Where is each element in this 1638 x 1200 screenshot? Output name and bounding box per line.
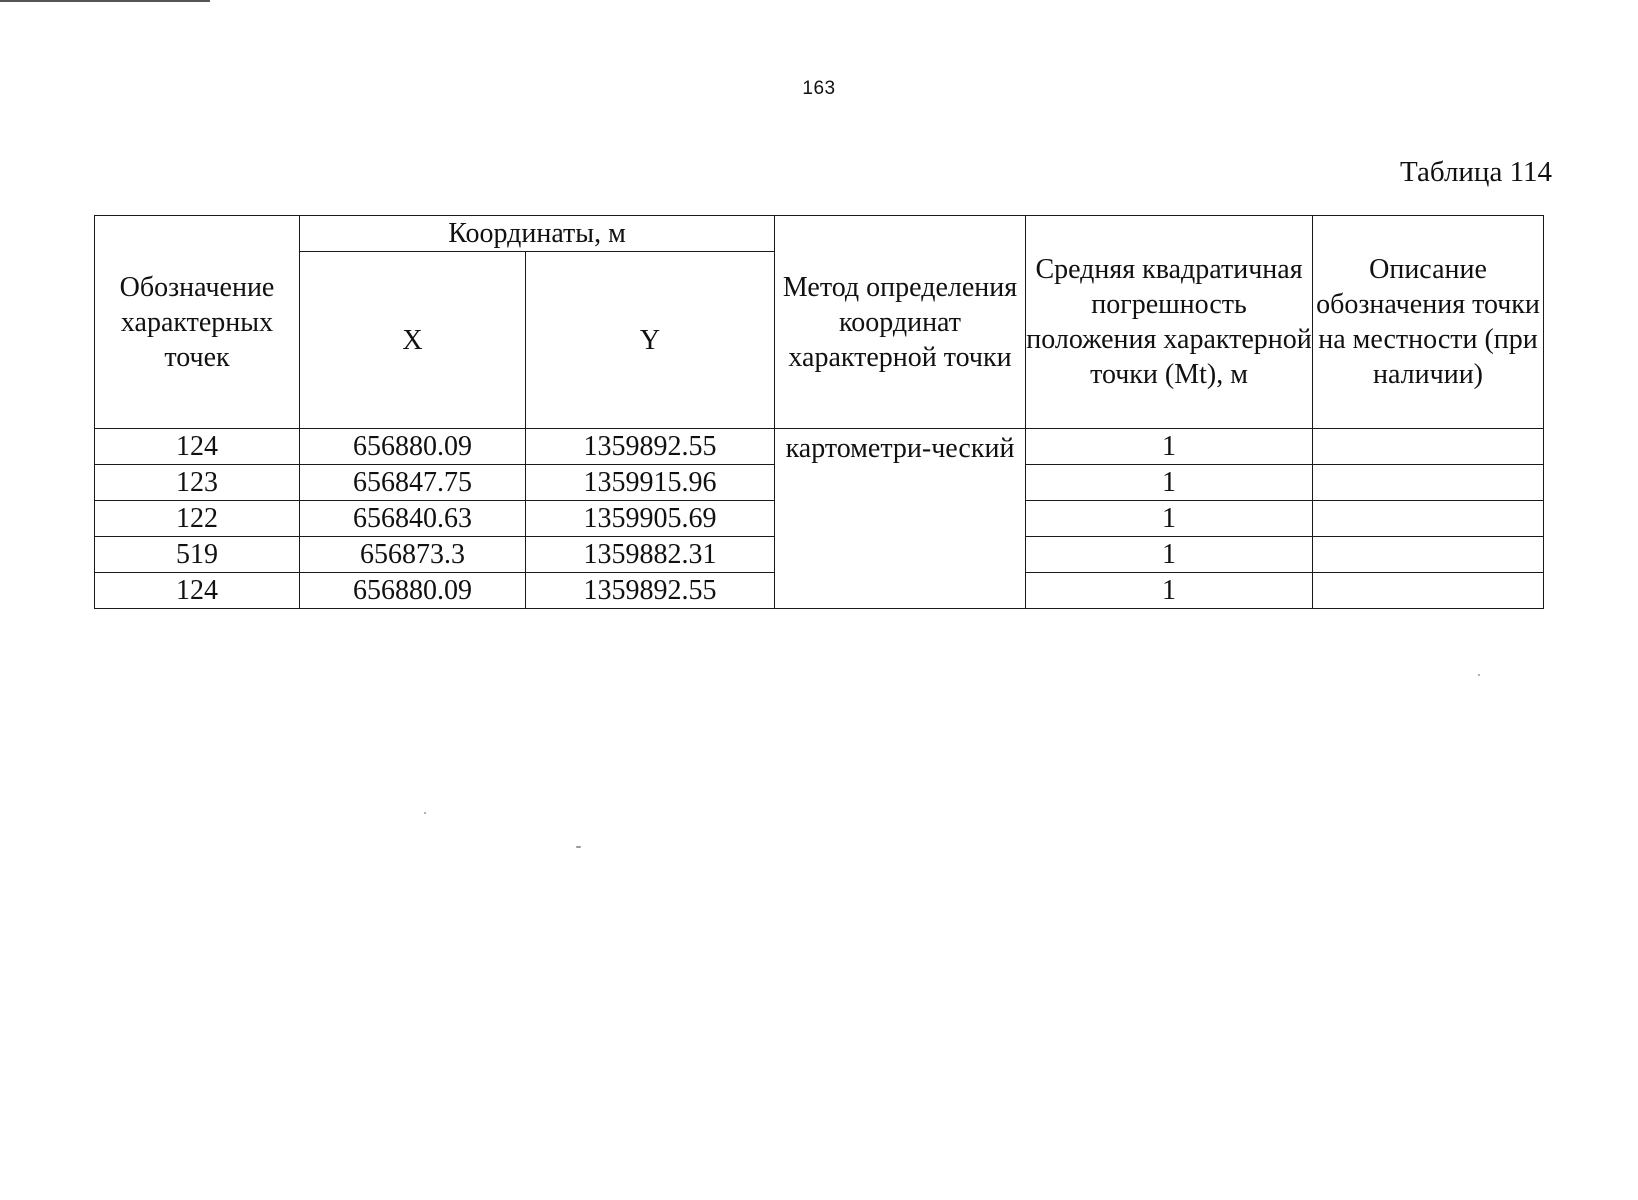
cell-x: 656873.3	[300, 537, 526, 573]
header-designation: Обозначение характерных точек	[95, 216, 300, 429]
cell-y: 1359905.69	[526, 501, 775, 537]
cell-x: 656880.09	[300, 429, 526, 465]
cell-y: 1359892.55	[526, 429, 775, 465]
cell-description	[1313, 573, 1544, 609]
cell-x: 656847.75	[300, 465, 526, 501]
cell-point: 519	[95, 537, 300, 573]
header-x: X	[300, 252, 526, 429]
header-y: Y	[526, 252, 775, 429]
cell-point: 124	[95, 429, 300, 465]
cell-description	[1313, 537, 1544, 573]
scan-speck	[576, 846, 581, 848]
cell-error: 1	[1026, 429, 1313, 465]
cell-error: 1	[1026, 465, 1313, 501]
header-method: Метод определения координат характерной точки	[775, 216, 1026, 429]
cell-x: 656880.09	[300, 573, 526, 609]
cell-error: 1	[1026, 501, 1313, 537]
table-caption: Таблица 114	[1400, 156, 1552, 188]
header-coordinates: Координаты, м	[300, 216, 775, 252]
cell-y: 1359915.96	[526, 465, 775, 501]
cell-description	[1313, 465, 1544, 501]
cell-description	[1313, 429, 1544, 465]
cell-point: 123	[95, 465, 300, 501]
coordinates-table	[94, 215, 1544, 609]
cell-x: 656840.63	[300, 501, 526, 537]
scan-speck	[424, 812, 426, 814]
scan-edge-mark	[0, 0, 210, 2]
cell-y: 1359882.31	[526, 537, 775, 573]
header-description: Описание обозначения точки на местности (при наличии)	[1313, 216, 1544, 429]
cell-description	[1313, 501, 1544, 537]
cell-method: картометри-ческий	[775, 429, 1026, 609]
cell-point: 124	[95, 573, 300, 609]
header-error: Средняя квадратичная погрешность положения характерной точки (Mt), м	[1026, 216, 1313, 429]
table-row	[95, 429, 1544, 465]
cell-point: 122	[95, 501, 300, 537]
cell-error: 1	[1026, 537, 1313, 573]
cell-error: 1	[1026, 573, 1313, 609]
scan-speck	[1478, 674, 1480, 676]
cell-y: 1359892.55	[526, 573, 775, 609]
page-number: 163	[802, 78, 836, 99]
